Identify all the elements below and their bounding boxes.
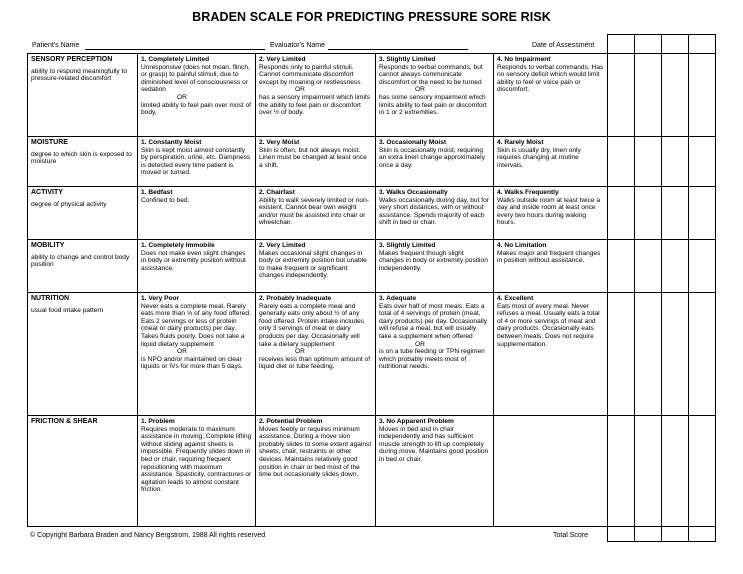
- score-cell[interactable]: [608, 240, 635, 293]
- score-row: [608, 54, 716, 137]
- level-text: Makes occasional slight changes in body or extremity position but unable to make frequent or significant changes independently.: [259, 249, 367, 280]
- score-cell[interactable]: [689, 54, 716, 137]
- level-cell: [138, 240, 256, 293]
- level-label: 2. Very Moist: [259, 139, 300, 146]
- level-cell: [494, 54, 608, 137]
- level-cell: [138, 187, 256, 240]
- table-row: [28, 187, 608, 240]
- level-text: Never eats a complete meal. Rarely eats more than ⅓ of any food offered. Eats 2 servings or less of protein (meat or dairy products) per day. Takes fluids poorly. Does not take a liquid dietary supplement: [141, 302, 251, 348]
- level-text: Skin is often, but not always moist. Linen must be changed at least once a shift.: [259, 146, 367, 169]
- level-text: OR: [415, 340, 425, 348]
- level-text: Responds to verbal commands. Has no sensory deficit which would limit ability to feel or voice pain or discomfort.: [497, 63, 604, 94]
- level-cell: [138, 293, 256, 416]
- level-text: Rarely eats a complete meal and generally eats only about ½ of any food offered. Protein intake includes only 3 servings of meat or dairy products per day. Occasionally will take a dietary supplement: [259, 302, 365, 348]
- category-name: MOBILITY: [31, 242, 65, 249]
- score-cell[interactable]: [662, 293, 689, 416]
- score-cell[interactable]: [635, 137, 662, 187]
- level-cell: [256, 54, 376, 137]
- level-text: Makes major and frequent changes in position without assistance.: [497, 249, 601, 265]
- level-cell: [494, 240, 608, 293]
- score-row: [608, 35, 716, 54]
- level-label: 2. Very Limited: [259, 56, 306, 63]
- score-cell[interactable]: [608, 35, 635, 54]
- level-label: 1. Completely Limited: [141, 56, 210, 63]
- category-description: ability to change and control body position: [31, 253, 130, 269]
- score-cell[interactable]: [689, 416, 716, 527]
- level-label: 4. Walks Frequently: [497, 189, 559, 196]
- score-cell[interactable]: [689, 187, 716, 240]
- page-title: BRADEN SCALE FOR PREDICTING PRESSURE SORE RISK: [192, 10, 551, 24]
- score-row: [608, 416, 716, 527]
- category-name: FRICTION & SHEAR: [31, 418, 98, 425]
- score-row: [608, 137, 716, 187]
- score-cell[interactable]: [635, 293, 662, 416]
- level-label: 3. Slightly Limited: [379, 56, 436, 63]
- level-cell: [494, 137, 608, 187]
- level-text: limited ability to feel pain over most of body.: [141, 101, 251, 117]
- score-cell[interactable]: [689, 137, 716, 187]
- level-text: Requires moderate to maximum assistance in moving. Complete lifting without sliding against sheets is impossible. Frequently slides down in bed or chair, requiring frequent repositioning with maximum assistance. Spasticity, contractures or agitation leads to almost constant friction.: [141, 425, 252, 494]
- level-label: 2. Very Limited: [259, 242, 306, 249]
- score-cell[interactable]: [608, 54, 635, 137]
- level-text: OR: [177, 93, 187, 101]
- level-label: 2. Potential Problem: [259, 418, 323, 425]
- level-text: Eats most of every meal. Never refuses a meal. Usually eats a total of 4 or more servings of meat and dairy products. Occasionally eats between meals. Does not require supplementation.: [497, 302, 600, 348]
- category-cell: [28, 187, 138, 240]
- level-text: Does not make even slight changes in body or extremity position without assistance.: [141, 249, 246, 272]
- patient-name-label: Patient's Name: [32, 42, 80, 49]
- level-text: Walks occasionally during day, but for very short distances, with or without assistance. Spends majority of each shift in bed or chair.: [379, 196, 489, 227]
- level-cell: [494, 187, 608, 240]
- level-text: Responds to verbal commands, but cannot always communicate discomfort or the need to be turned: [379, 63, 483, 86]
- table-row: [28, 416, 608, 527]
- level-cell: [256, 137, 376, 187]
- level-text: Skin is occasionally moist, requiring an extra linen change approximately once a day.: [379, 146, 485, 169]
- copyright-notice: © Copyright Barbara Braden and Nancy Bergstrom, 1988 All rights reserved: [30, 532, 266, 539]
- level-text: has a sensory impairment which limits the ability to feel pain or discomfort over ½ of body.: [259, 93, 371, 117]
- table-row: [28, 240, 608, 293]
- category-name: MOISTURE: [31, 139, 68, 146]
- level-text: Moves feebly or requires minimum assistance. During a move skin probably slides to some extent against sheets, chair, restraints or other devices. Maintains relatively good position in chair or bed most of the time but occasionally slides down.: [259, 425, 372, 479]
- score-cell[interactable]: [662, 416, 689, 527]
- score-cell[interactable]: [608, 527, 635, 542]
- level-label: 3. Occasionally Moist: [379, 139, 447, 146]
- level-text: OR: [415, 86, 425, 94]
- score-cell[interactable]: [608, 293, 635, 416]
- level-text: Responds only to painful stimuli. Cannot communicate discomfort except by moaning or restlessness: [259, 63, 361, 86]
- category-description: usual food intake pattern: [31, 306, 104, 314]
- score-cell[interactable]: [689, 35, 716, 54]
- level-cell: [376, 54, 494, 137]
- score-row: [608, 527, 716, 542]
- level-label: 4. Rarely Moist: [497, 139, 544, 146]
- level-cell: [494, 293, 608, 416]
- category-description: degree of physical activity: [31, 200, 107, 208]
- level-label: 3. No Apparent Problem: [379, 418, 454, 425]
- category-description: ability to respond meaningfully to pressure-related discomfort: [31, 67, 128, 83]
- date-of-assessment-label: Date of Assessment: [532, 42, 595, 49]
- level-text: OR: [295, 86, 305, 94]
- level-label: 3. Adequate: [379, 295, 417, 302]
- category-name: NUTRITION: [31, 295, 70, 302]
- level-text: Eats over half of most meals. Eats a total of 4 servings of protein (meat, dairy products) per day. Occasionally will refuse a meal, but will usually take a supplement when offered: [379, 302, 487, 340]
- level-cell: [256, 240, 376, 293]
- level-cell: [376, 240, 494, 293]
- category-cell: [28, 54, 138, 137]
- level-label: 1. Completely Immobile: [141, 242, 215, 249]
- level-text: OR: [295, 348, 305, 356]
- score-cell[interactable]: [689, 240, 716, 293]
- level-label: 1. Problem: [141, 418, 175, 425]
- level-text: is NPO and/or maintained on clear liquids or IVs for more than 5 days.: [141, 355, 243, 371]
- level-text: Moves in bed and in chair independently and has sufficient muscle strength to lift up completely during move. Maintains good position in bed or chair.: [379, 425, 489, 463]
- category-description: degree to which skin is exposed to moisture: [31, 150, 132, 166]
- level-cell: [256, 187, 376, 240]
- score-cell[interactable]: [635, 54, 662, 137]
- form-header: [25, 36, 605, 52]
- level-text: receives less than optimum amount of liquid diet or tube feeding.: [259, 355, 371, 371]
- level-label: 4. No Impairment: [497, 56, 551, 63]
- patient-name-field[interactable]: [85, 49, 265, 50]
- category-cell: [28, 137, 138, 187]
- level-cell: [376, 137, 494, 187]
- category-name: SENSORY PERCEPTION: [31, 56, 113, 63]
- level-cell: [376, 187, 494, 240]
- score-cell[interactable]: [608, 187, 635, 240]
- table-row: [28, 293, 608, 416]
- table-row: [28, 54, 608, 137]
- category-cell: [28, 293, 138, 416]
- score-cell[interactable]: [662, 187, 689, 240]
- category-cell: [28, 240, 138, 293]
- total-score-label: Total Score: [553, 532, 589, 539]
- level-text: Skin is usually dry, linen only requires changing at routine intervals.: [497, 146, 581, 169]
- score-cell[interactable]: [635, 35, 662, 54]
- level-cell: [376, 293, 494, 416]
- level-label: 1. Constantly Moist: [141, 139, 202, 146]
- level-label: 1. Bedfast: [141, 189, 173, 196]
- level-cell: [376, 416, 494, 527]
- score-row: [608, 240, 716, 293]
- braden-scale-table: [27, 53, 608, 527]
- category-name: ACTIVITY: [31, 189, 63, 196]
- score-row: [608, 293, 716, 416]
- level-label: 2. Chairfast: [259, 189, 295, 196]
- score-cell[interactable]: [662, 137, 689, 187]
- level-text: Unresponsive (does not moan, flinch, or grasp) to painful stimuli, due to diminished level of consciousness or sedation: [141, 63, 250, 94]
- table-row: [28, 137, 608, 187]
- level-text: Makes frequent though slight changes in body or extremity position independently.: [379, 249, 488, 272]
- level-cell: [256, 293, 376, 416]
- score-cell[interactable]: [689, 293, 716, 416]
- level-cell: [256, 416, 376, 527]
- score-cell[interactable]: [635, 240, 662, 293]
- level-text: Ability to walk severely limited or non-existent. Cannot bear own weight and/or must be assisted into chair or wheelchair.: [259, 196, 369, 227]
- score-cell[interactable]: [662, 54, 689, 137]
- level-text: has some sensory impairment which limits ability to feel pain or discomfort in 1 or 2 extremities.: [379, 93, 487, 117]
- level-cell: [138, 416, 256, 527]
- level-cell: [138, 137, 256, 187]
- evaluator-name-field[interactable]: [328, 49, 468, 50]
- score-grid: [607, 34, 716, 542]
- score-cell[interactable]: [635, 527, 662, 542]
- score-cell[interactable]: [662, 527, 689, 542]
- level-text: OR: [177, 348, 187, 356]
- level-label: 4. Excellent: [497, 295, 534, 302]
- score-cell[interactable]: [689, 527, 716, 542]
- level-label: 1. Very Poor: [141, 295, 180, 302]
- level-text: Confined to bed.: [141, 196, 190, 204]
- score-cell[interactable]: [608, 416, 635, 527]
- category-cell: [28, 416, 138, 527]
- score-row: [608, 187, 716, 240]
- score-cell[interactable]: [635, 187, 662, 240]
- level-label: 3. Walks Occasionally: [379, 189, 448, 196]
- level-cell: [138, 54, 256, 137]
- level-label: 3. Slightly Limited: [379, 242, 436, 249]
- score-cell[interactable]: [608, 137, 635, 187]
- score-cell[interactable]: [662, 240, 689, 293]
- level-text: Skin is kept moist almost constantly by perspiration, urine, etc. Dampness is detected every time patient is moved or turned.: [141, 146, 251, 177]
- evaluator-name-label: Evaluator's Name: [270, 42, 326, 49]
- level-text: Walks outside room at least twice a day and inside room at least once every two hours during waking hours.: [497, 196, 601, 227]
- score-cell[interactable]: [662, 35, 689, 54]
- level-cell: [494, 416, 608, 527]
- level-label: 2. Probably Inadequate: [259, 295, 332, 302]
- level-label: 4. No Limitation: [497, 242, 547, 249]
- level-text: is on a tube feeding or TPN regimen which probably meets most of nutritional needs.: [379, 348, 485, 371]
- score-cell[interactable]: [635, 416, 662, 527]
